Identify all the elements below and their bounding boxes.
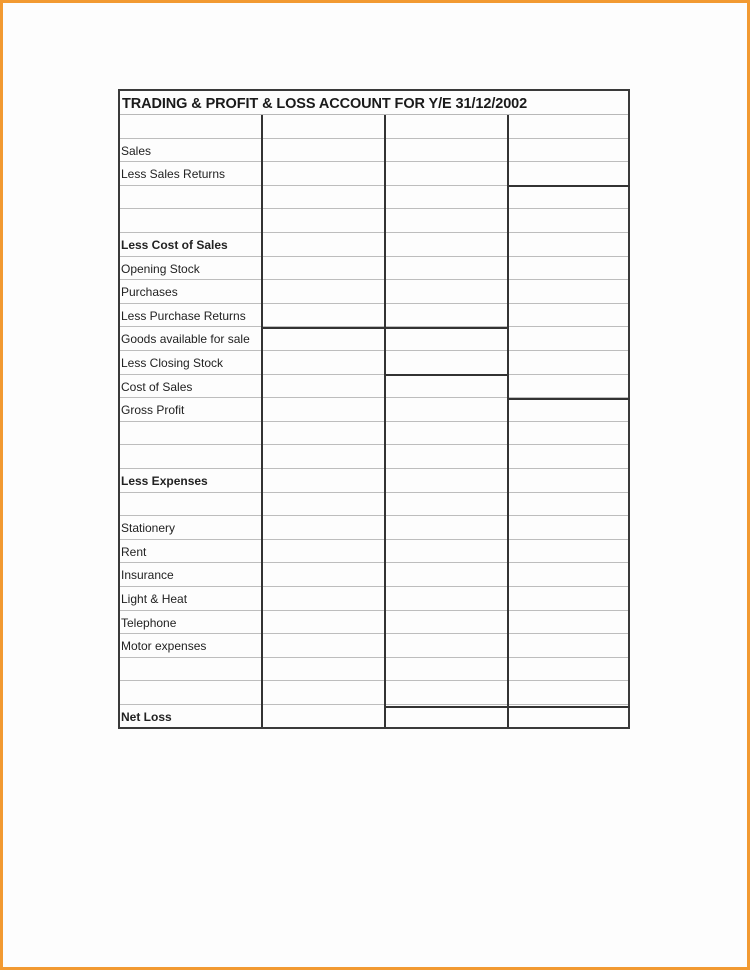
amount-cell-2[interactable] <box>385 469 508 492</box>
table-row <box>120 139 628 163</box>
amount-cell-3[interactable] <box>508 493 630 516</box>
table-row <box>120 162 628 186</box>
row-label: Motor expenses <box>121 639 207 654</box>
amount-cell-1[interactable] <box>262 705 385 729</box>
amount-cell-2[interactable] <box>385 139 508 162</box>
amount-cell-3[interactable] <box>508 327 630 350</box>
amount-cell-1[interactable] <box>262 233 385 256</box>
amount-cell-3[interactable] <box>508 422 630 445</box>
subtotal-rule <box>386 374 508 376</box>
row-label: Less Expenses <box>121 474 208 488</box>
table-row <box>120 681 628 705</box>
amount-cell-3[interactable] <box>508 563 630 586</box>
form-title: TRADING & PROFIT & LOSS ACCOUNT FOR Y/E 31/12/2002 <box>120 91 628 115</box>
row-label: Rent <box>121 544 147 559</box>
amount-cell-1[interactable] <box>262 493 385 516</box>
amount-cell-2[interactable] <box>385 634 508 657</box>
table-row <box>120 233 628 257</box>
table-row <box>120 209 628 233</box>
amount-cell-2[interactable] <box>385 209 508 232</box>
table-row <box>120 540 628 564</box>
table-row <box>120 351 628 375</box>
amount-cell-3[interactable] <box>508 469 630 492</box>
table-row <box>120 705 628 729</box>
table-row <box>120 280 628 304</box>
table-row <box>120 257 628 281</box>
amount-cell-1[interactable] <box>262 516 385 539</box>
amount-cell-2[interactable] <box>385 493 508 516</box>
row-label: Light & Heat <box>121 592 188 606</box>
table-row <box>120 493 628 517</box>
amount-cell-2[interactable] <box>385 304 508 327</box>
amount-cell-3[interactable] <box>508 634 630 657</box>
amount-cell-2[interactable] <box>385 681 508 704</box>
amount-cell-1[interactable] <box>262 257 385 280</box>
amount-cell-3[interactable] <box>508 398 630 421</box>
amount-cell-1[interactable] <box>262 445 385 468</box>
row-label <box>120 422 262 445</box>
amount-cell-1[interactable] <box>262 162 385 185</box>
amount-cell-1[interactable] <box>262 139 385 162</box>
amount-cell-3[interactable] <box>508 280 630 303</box>
row-label: Purchases <box>121 285 178 300</box>
amount-cell-2[interactable] <box>385 233 508 256</box>
amount-cell-3[interactable] <box>508 351 630 374</box>
table-row <box>120 469 628 493</box>
amount-cell-3[interactable] <box>508 115 630 138</box>
amount-cell-2[interactable] <box>385 445 508 468</box>
amount-cell-2[interactable] <box>385 351 508 374</box>
amount-cell-3[interactable] <box>508 139 630 162</box>
amount-cell-2[interactable] <box>385 705 508 729</box>
amount-cell-2[interactable] <box>385 398 508 421</box>
row-label: Telephone <box>121 615 177 630</box>
table-row <box>120 634 628 658</box>
subtotal-rule <box>509 398 630 400</box>
row-label: Less Cost of Sales <box>121 238 228 252</box>
table-row <box>120 375 628 399</box>
amount-cell-3[interactable] <box>508 705 630 729</box>
table-row <box>120 587 628 611</box>
amount-cell-2[interactable] <box>385 375 508 398</box>
amount-cell-1[interactable] <box>262 634 385 657</box>
amount-cell-3[interactable] <box>508 658 630 681</box>
row-label: Less Closing Stock <box>121 356 224 370</box>
row-label <box>120 658 262 681</box>
amount-cell-2[interactable] <box>385 327 508 350</box>
amount-cell-2[interactable] <box>385 516 508 539</box>
row-label: Less Purchase Returns <box>121 308 246 323</box>
row-label: Opening Stock <box>121 261 200 276</box>
amount-cell-3[interactable] <box>508 209 630 232</box>
amount-cell-2[interactable] <box>385 611 508 634</box>
table-row <box>120 658 628 682</box>
amount-cell-3[interactable] <box>508 375 630 398</box>
table-row <box>120 516 628 540</box>
amount-cell-2[interactable] <box>385 186 508 209</box>
amount-cell-1[interactable] <box>262 398 385 421</box>
amount-cell-1[interactable] <box>262 469 385 492</box>
row-label: Insurance <box>121 568 174 583</box>
subtotal-rule <box>509 185 630 187</box>
table-row <box>120 115 628 139</box>
amount-cell-1[interactable] <box>262 563 385 586</box>
table-row <box>120 327 628 351</box>
amount-cell-1[interactable] <box>262 375 385 398</box>
row-label <box>120 493 262 516</box>
amount-cell-2[interactable] <box>385 422 508 445</box>
amount-cell-2[interactable] <box>385 540 508 563</box>
column-divider <box>384 115 386 727</box>
subtotal-rule <box>263 327 508 329</box>
amount-cell-1[interactable] <box>262 186 385 209</box>
amount-cell-3[interactable] <box>508 681 630 704</box>
row-label: Cost of Sales <box>121 379 193 394</box>
amount-cell-3[interactable] <box>508 233 630 256</box>
amount-cell-2[interactable] <box>385 115 508 138</box>
row-label: Less Sales Returns <box>121 167 226 182</box>
amount-cell-1[interactable] <box>262 658 385 681</box>
amount-cell-2[interactable] <box>385 280 508 303</box>
amount-cell-1[interactable] <box>262 115 385 138</box>
amount-cell-2[interactable] <box>385 162 508 185</box>
total-rule <box>386 706 630 708</box>
amount-cell-1[interactable] <box>262 540 385 563</box>
row-label: Gross Profit <box>121 403 185 418</box>
column-divider <box>261 115 263 727</box>
amount-cell-1[interactable] <box>262 304 385 327</box>
amount-cell-1[interactable] <box>262 422 385 445</box>
amount-cell-1[interactable] <box>262 351 385 374</box>
amount-cell-1[interactable] <box>262 327 385 350</box>
amount-cell-3[interactable] <box>508 540 630 563</box>
table-row <box>120 445 628 469</box>
row-label: Net Loss <box>121 710 172 724</box>
amount-cell-3[interactable] <box>508 445 630 468</box>
amount-cell-3[interactable] <box>508 611 630 634</box>
pl-account-form <box>118 89 630 729</box>
row-label: Goods available for sale <box>121 332 250 347</box>
table-row <box>120 563 628 587</box>
amount-cell-2[interactable] <box>385 563 508 586</box>
amount-cell-1[interactable] <box>262 611 385 634</box>
row-label <box>120 681 262 704</box>
amount-cell-1[interactable] <box>262 681 385 704</box>
amount-cell-3[interactable] <box>508 516 630 539</box>
amount-cell-2[interactable] <box>385 257 508 280</box>
table-row <box>120 186 628 210</box>
table-row <box>120 611 628 635</box>
table-row <box>120 422 628 446</box>
row-label: Sales <box>121 143 152 158</box>
amount-cell-1[interactable] <box>262 280 385 303</box>
row-label <box>120 186 262 209</box>
table-row <box>120 398 628 422</box>
table-row <box>120 304 628 328</box>
row-label <box>120 115 262 138</box>
amount-cell-3[interactable] <box>508 587 630 610</box>
amount-cell-3[interactable] <box>508 186 630 209</box>
amount-cell-3[interactable] <box>508 162 630 185</box>
amount-cell-2[interactable] <box>385 658 508 681</box>
amount-cell-1[interactable] <box>262 209 385 232</box>
row-label <box>120 209 262 232</box>
row-label: Stationery <box>121 521 176 536</box>
amount-cell-2[interactable] <box>385 587 508 610</box>
column-divider <box>507 115 509 727</box>
amount-cell-1[interactable] <box>262 587 385 610</box>
amount-cell-3[interactable] <box>508 257 630 280</box>
amount-cell-3[interactable] <box>508 304 630 327</box>
row-label <box>120 445 262 468</box>
